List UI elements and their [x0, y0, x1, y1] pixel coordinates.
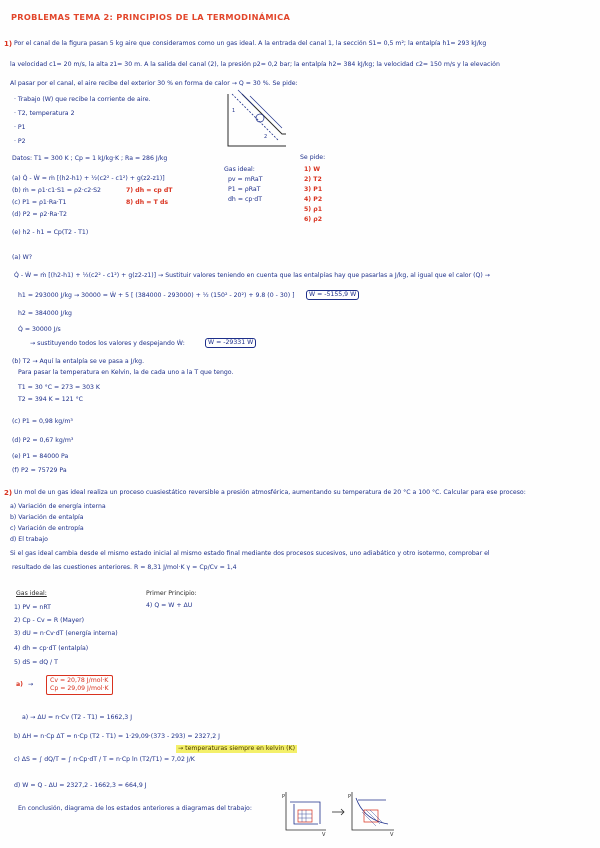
p1-ask-t2: · T2, temperatura 2 — [14, 110, 75, 117]
problem-2-number: 2) — [4, 489, 13, 497]
p2-arrow: → — [28, 681, 34, 688]
p1-eq-b: (b) ṁ = ρ1·c1·S1 = ρ2·c2·S2 — [12, 187, 101, 194]
p2-primer-principio-eq: 4) Q = W + ΔU — [146, 602, 193, 609]
p1-work-result-box: Ẇ = -5155,9 W — [306, 290, 359, 300]
p1-eq-8: 8) dh = T ds — [126, 199, 169, 206]
p2-statement-line-2: Si el gas ideal cambia desde el mismo estado inicial al mismo estado final mediante dos procesos sucesivos, uno adiabático y otro isotermo, comprobar el — [10, 550, 490, 557]
p1-eq-d: (d) P2 = ρ2·Ra·T2 — [12, 211, 67, 218]
pv-diagrams — [282, 790, 398, 838]
p1-se-pide-6: 6) ρ2 — [304, 216, 323, 223]
p2-answer-b: b) ΔH = n·Cp ΔT = n·Cp (T2 - T1) = 1·29,09·(373 - 293) = 2327,2 J — [14, 733, 220, 740]
p1-eq-e: (e) h2 - h1 = Cp(T2 - T1) — [12, 229, 89, 236]
p2-eq-5: 5) dS = dQ / T — [14, 659, 58, 666]
p1-ask-p1: · P1 — [14, 124, 26, 131]
p1-se-pide-3: 3) P1 — [304, 186, 323, 193]
p2-answer-c: c) ΔS = ∫ dQ/T = ∫ n·Cp·dT / T = n·Cp ln (T2/T1) = 7,02 J/K — [14, 756, 195, 763]
p2-item-d: d) El trabajo — [10, 536, 48, 543]
p1-eq-a: (a) Q̇ - Ẇ = ṁ [(h2-h1) + ½(c2² - c1²) + g(z2-z1)] — [12, 175, 165, 182]
p1-work-line-5: → sustituyendo todos los valores y despejando Ẇ: — [30, 340, 185, 347]
p2-item-c: c) Variación de entropía — [10, 525, 84, 532]
p2-kelvin-note: → temperaturas siempre en kelvin (K) — [178, 745, 295, 752]
channel-figure — [224, 88, 294, 154]
p2-final-line: En conclusión, diagrama de los estados anteriores a diagramas del trabajo: — [18, 805, 252, 812]
p1-se-pide-5: 5) ρ1 — [304, 206, 323, 213]
p1-result-f: (f) P2 = 75729 Pa — [12, 467, 67, 474]
p2-gas-ideal-header: Gas ideal: — [16, 590, 47, 597]
p2-item-b: b) Variación de entalpía — [10, 514, 84, 521]
p1-result-e: (e) P1 = 84000 Pa — [12, 453, 69, 460]
p1-work-line-3: h2 = 384000 J/kg — [18, 310, 72, 317]
p1-se-pide-1: 1) W — [304, 166, 321, 173]
p2-eq-1: 1) PV = nRT — [14, 604, 51, 611]
p1-t2-note: Para pasar la temperatura en Kelvin, la de cada uno a la T que tengo. — [18, 369, 234, 376]
problem-1-number: 1) — [4, 40, 13, 48]
p1-gas-ideal-eq-3: dh = cp·dT — [228, 196, 262, 203]
p1-statement-line-3: Al pasar por el canal, el aire recibe del exterior 30 % en forma de calor → Q = 30 %. Se pide: — [10, 80, 298, 87]
p1-eq-c: (c) P1 = ρ1·Ra·T1 — [12, 199, 67, 206]
p1-gas-ideal-eq-1: pv = mRaT — [228, 176, 263, 183]
p2-statement-line-1: Un mol de un gas ideal realiza un proceso cuasiestático reversible a presión atmosférica, aumentando su temperatura de 20 °C a 100 °C. Calcular para ese proceso: — [14, 489, 526, 496]
svg-text:1: 1 — [232, 108, 236, 114]
p1-se-pide-header: Se pide: — [300, 154, 326, 161]
p1-statement-line-2: la velocidad c1= 20 m/s, la alta z1= 30 m. A la salida del canal (2), la presión p2= 0,2 bar; la entalpía h2= 384 kJ/kg; la velocidad c2= 150 m/s y la elevación — [10, 61, 500, 68]
p1-t2-label: (b) T2 → Aquí la entalpía se ve pasa a J/kg. — [12, 358, 145, 365]
p2-answer-a: a) → ΔU = n·Cv (T2 - T1) = 1662,3 J — [22, 714, 133, 721]
p1-gas-ideal-eq-2: P1 = ρRaT — [228, 186, 261, 193]
p2-item-a: a) Variación de energía interna — [10, 503, 106, 510]
p1-work-line-4: Q̇ = 30000 J/s — [18, 326, 61, 333]
p1-ask-p2: · P2 — [14, 138, 26, 145]
p2-statement-line-3: resultado de las cuestiones anteriores. R = 8,31 J/mol·K γ = Cp/Cv = 1,4 — [12, 564, 237, 571]
p1-result-d: (d) P2 = 0,67 kg/m³ — [12, 437, 74, 444]
svg-text:P: P — [282, 794, 286, 800]
p1-work-line-2: h1 = 293000 J/kg → 30000 = Ẇ + 5 [ (384000 - 293000) + ½ (150² - 20²) + 9.8 (0 - 30) ] — [18, 292, 295, 299]
p1-t2-value-1: T1 = 30 °C = 273 = 303 K — [18, 384, 100, 391]
svg-text:2: 2 — [264, 134, 268, 140]
p2-primer-principio-header: Primer Principio: — [146, 590, 197, 597]
p2-cv-value: Cv = 20,78 J/mol·K — [50, 677, 109, 684]
p1-result-c: (c) P1 = 0,98 kg/m³ — [12, 418, 73, 425]
p1-work-result-box-2: Ẇ = -29331 W — [205, 338, 256, 348]
p2-eq-2: 2) Cp - Cv = R (Mayer) — [14, 617, 85, 624]
p2-answer-d: d) W = Q - ΔU = 2327,2 - 1662,3 = 664,9 J — [14, 782, 147, 789]
p1-se-pide-4: 4) P2 — [304, 196, 323, 203]
page-title: PROBLEMAS TEMA 2: PRINCIPIOS DE LA TERMODINÁMICA — [11, 12, 291, 22]
p2-eq-3: 3) dU = n·Cv·dT (energía interna) — [14, 630, 118, 637]
p2-cv-cp-box — [46, 675, 113, 695]
p1-t2-value-2: T2 = 394 K = 121 °C — [18, 396, 83, 403]
p1-work-line-1: Q̇ - Ẇ = ṁ [(h2-h1) + ½(c2² - c1²) + g(z2-z1)] → Sustituir valores teniendo en cuenta que las entalpías hay que pasarlas a J/kg, al igual que el calor (Q) → — [14, 272, 490, 279]
svg-text:V: V — [322, 832, 326, 838]
p2-eq-4: 4) dh = cp·dT (entalpía) — [14, 645, 89, 652]
svg-text:V: V — [390, 832, 394, 838]
p1-statement-line-1: Por el canal de la figura pasan 5 kg aire que consideramos como un gas ideal. A la entrada del canal 1, la sección S1= 0,5 m²; la entalpía h1= 293 kJ/kg — [14, 40, 487, 47]
svg-text:P: P — [348, 794, 352, 800]
p2-label-a: a) — [16, 681, 24, 688]
p1-se-pide-2: 2) T2 — [304, 176, 322, 183]
p1-ask-work: · Trabajo (W) que recibe la corriente de aire. — [14, 96, 151, 103]
p1-eq-7: 7) dh = cp dT — [126, 187, 173, 194]
p1-gas-ideal-header: Gas ideal: — [224, 166, 255, 173]
p1-datos: Datos: T1 = 300 K ; Cp = 1 kJ/kg·K ; Ra = 286 J/kg — [12, 155, 168, 162]
p1-work-label: (a) W? — [12, 254, 32, 261]
p2-cp-value: Cp = 29,09 J/mol·K — [50, 685, 109, 692]
